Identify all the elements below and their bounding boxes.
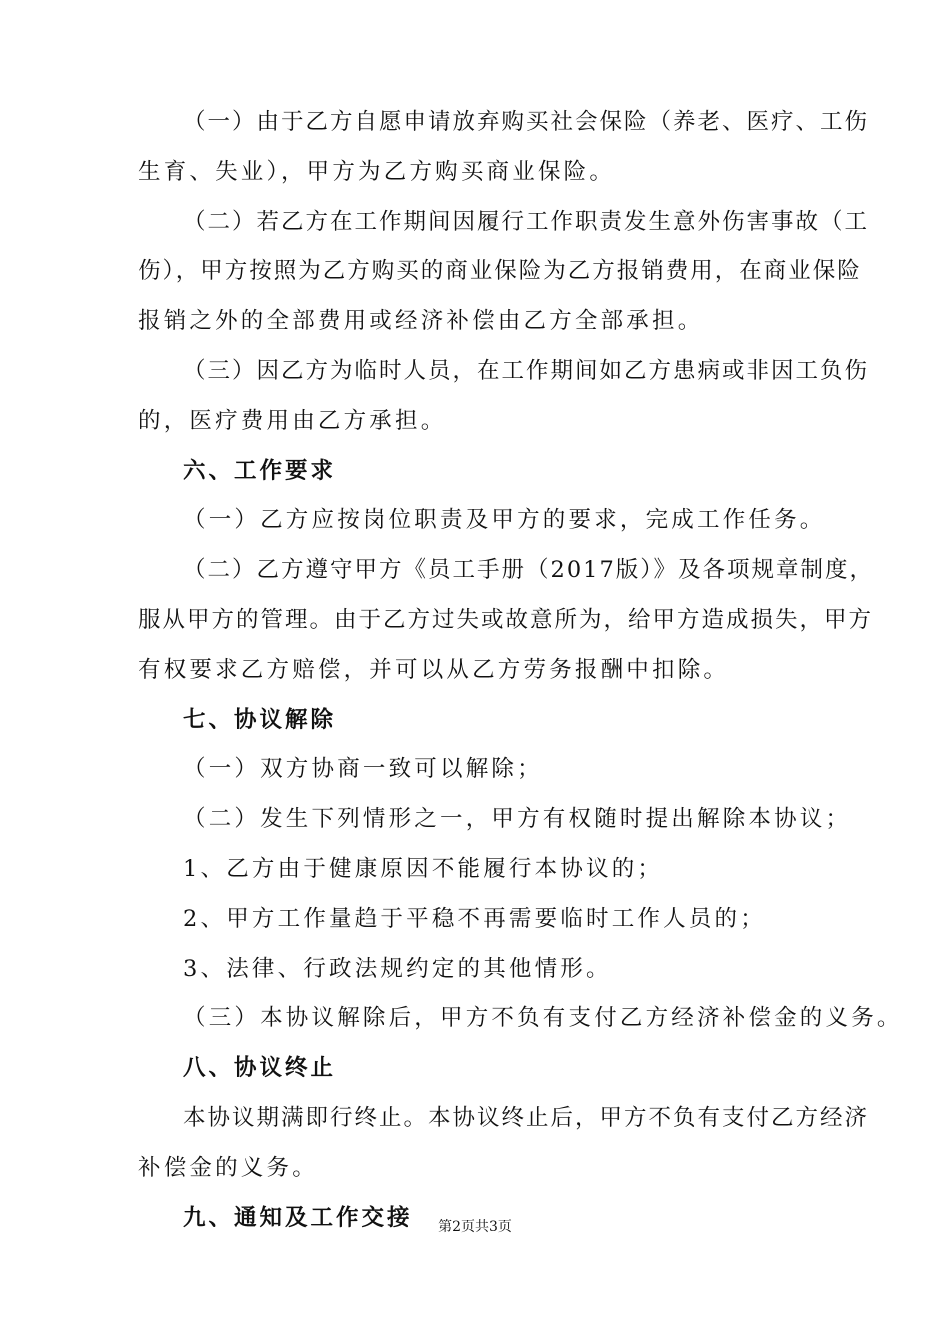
paragraph-line: （二）发生下列情形之一，甲方有权随时提出解除本协议；: [183, 806, 852, 833]
paragraph-line: 的，医疗费用由乙方承担。: [138, 407, 447, 434]
section-heading-agreement-expiry: 八、协议终止: [183, 1055, 337, 1082]
paragraph-line: 补偿金的义务。: [138, 1154, 318, 1181]
paragraph-line: （一）由于乙方自愿申请放弃购买社会保险（养老、医疗、工伤: [183, 109, 870, 135]
paragraph-line: （三）因乙方为临时人员，在工作期间如乙方患病或非因工负伤: [183, 357, 870, 384]
paragraph-line: 本协议期满即行终止。本协议终止后，甲方不负有支付乙方经济: [183, 1104, 870, 1131]
paragraph-line: （三）本协议解除后，甲方不负有支付乙方经济补偿金的义务。: [183, 1005, 903, 1032]
list-item: 3、法律、行政法规约定的其他情形。: [183, 955, 612, 982]
document-body: [138, 98, 903, 1243]
page-footer: 第2页共3页: [438, 1219, 512, 1235]
section-heading-notice-handover: 九、通知及工作交接: [183, 1204, 413, 1231]
list-item: 2、甲方工作量趋于平稳不再需要临时工作人员的；: [183, 905, 766, 932]
paragraph-line: 服从甲方的管理。由于乙方过失或故意所为，给甲方造成损失，甲方: [138, 606, 874, 633]
paragraph-line: （二）乙方遵守甲方《员工手册（2017版）》及各项规章制度，: [183, 557, 875, 584]
paragraph-line: （一）双方协商一致可以解除；: [183, 756, 543, 783]
paragraph-line: （一）乙方应按岗位职责及甲方的要求，完成工作任务。: [183, 507, 826, 534]
paragraph-line: （二）若乙方在工作期间因履行工作职责发生意外伤害事故（工: [183, 208, 870, 235]
paragraph-line: 报销之外的全部费用或经济补偿由乙方全部承担。: [138, 308, 704, 335]
list-item: 1、乙方由于健康原因不能履行本协议的；: [183, 855, 664, 882]
section-heading-work-requirements: 六、工作要求: [183, 457, 337, 484]
paragraph-line: 生育、失业），甲方为乙方购买商业保险。: [138, 158, 616, 185]
paragraph-line: 有权要求乙方赔偿，并可以从乙方劳务报酬中扣除。: [138, 656, 730, 683]
section-heading-agreement-termination: 七、协议解除: [183, 706, 337, 733]
paragraph-line: 伤），甲方按照为乙方购买的商业保险为乙方报销费用，在商业保险: [138, 258, 862, 285]
